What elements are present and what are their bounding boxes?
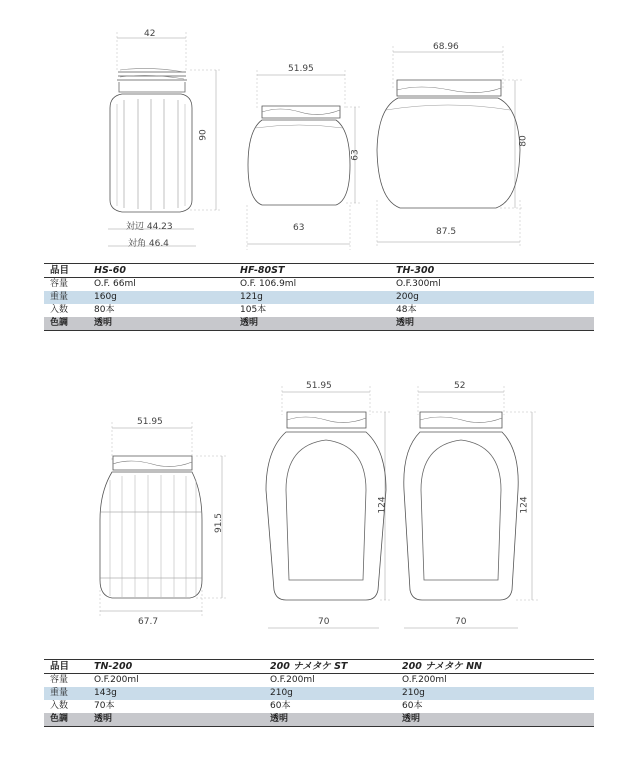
color-nametake-st: 透明 — [264, 713, 396, 727]
tn200-width-dimension: 67.7 — [138, 617, 159, 627]
color-hf80st: 透明 — [234, 317, 390, 331]
tn200-height-dimension: 91.5 — [214, 512, 225, 534]
capacity-hf80st: O.F. 106.9ml — [240, 279, 297, 289]
label-item: 品目 — [44, 264, 88, 278]
spec-table-1 — [44, 263, 594, 331]
qty-nametake-nn: 60本 — [402, 701, 423, 711]
color-th300: 透明 — [390, 317, 594, 331]
spec-row-color — [44, 713, 594, 727]
label-capacity: 容量 — [50, 279, 69, 289]
hf80st-top-dimension: 51.95 — [288, 64, 314, 74]
product-name-nametake-st: 200 ナメタケ ST — [264, 660, 396, 674]
nametake-nn-top-dimension: 52 — [454, 381, 466, 391]
label-weight: 重量 — [44, 291, 88, 304]
hs60-top-dimension: 42 — [144, 29, 156, 39]
weight-hf80st: 121g — [234, 291, 390, 304]
qty-hs60: 80本 — [94, 305, 115, 315]
th300-height-dimension: 80 — [518, 135, 529, 147]
nametake-nn-jar-drawing — [404, 386, 538, 628]
weight-hs60: 160g — [88, 291, 234, 304]
product-name-hf80st: HF-80ST — [234, 264, 390, 278]
nametake-nn-height-dimension: 124 — [519, 496, 530, 514]
weight-th300: 200g — [390, 291, 594, 304]
label-capacity: 容量 — [50, 675, 69, 685]
hs60-height-dimension: 90 — [198, 129, 209, 141]
product-name-nametake-nn: 200 ナメタケ NN — [396, 660, 594, 674]
spec-table-2 — [44, 659, 594, 727]
hf80st-jar-drawing — [247, 70, 362, 250]
spec-row-capacity — [44, 278, 594, 292]
label-quantity: 入数 — [50, 305, 69, 315]
color-hs60: 透明 — [88, 317, 234, 331]
color-tn200: 透明 — [88, 713, 264, 727]
weight-nametake-nn: 210g — [396, 687, 594, 700]
label-weight: 重量 — [44, 687, 88, 700]
nametake-st-height-dimension: 124 — [377, 496, 388, 514]
tn200-jar-drawing — [100, 422, 228, 618]
spec-row-quantity — [44, 700, 594, 713]
spec-row-name — [44, 264, 594, 278]
spec-row-weight — [44, 687, 594, 700]
spec-row-color — [44, 317, 594, 331]
capacity-th300: O.F.300ml — [396, 279, 441, 289]
spec-row-name — [44, 660, 594, 674]
qty-th300: 48本 — [396, 305, 417, 315]
capacity-tn200: O.F.200ml — [94, 675, 139, 685]
th300-width-dimension: 87.5 — [436, 227, 457, 237]
spec-row-capacity — [44, 674, 594, 688]
spec-row-weight — [44, 291, 594, 304]
qty-nametake-st: 60本 — [270, 701, 291, 711]
capacity-nametake-st: O.F.200ml — [270, 675, 315, 685]
qty-hf80st: 105本 — [240, 305, 267, 315]
product-name-tn200: TN-200 — [88, 660, 264, 674]
label-color: 色調 — [44, 713, 88, 727]
nametake-st-top-dimension: 51.95 — [306, 381, 332, 391]
label-item: 品目 — [44, 660, 88, 674]
label-color: 色調 — [44, 317, 88, 331]
hf80st-height-dimension: 63 — [350, 149, 361, 161]
spec-row-quantity — [44, 304, 594, 317]
capacity-hs60: O.F. 66ml — [94, 279, 136, 289]
hs60-across-flats-dimension: 対辺 44.23 — [126, 222, 173, 232]
nametake-st-jar-drawing — [266, 386, 392, 628]
th300-top-dimension: 68.96 — [433, 42, 459, 52]
th300-jar-drawing — [377, 46, 522, 248]
weight-tn200: 143g — [88, 687, 264, 700]
nametake-st-width-dimension: 70 — [318, 617, 330, 627]
color-nametake-nn: 透明 — [396, 713, 594, 727]
product-name-th300: TH-300 — [390, 264, 594, 278]
product-name-hs60: HS-60 — [88, 264, 234, 278]
qty-tn200: 70本 — [94, 701, 115, 711]
capacity-nametake-nn: O.F.200ml — [402, 675, 447, 685]
hf80st-width-dimension: 63 — [293, 223, 305, 233]
hs60-across-corners-dimension: 対角 46.4 — [128, 239, 169, 249]
label-quantity: 入数 — [50, 701, 69, 711]
tn200-top-dimension: 51.95 — [137, 417, 163, 427]
weight-nametake-st: 210g — [264, 687, 396, 700]
nametake-nn-width-dimension: 70 — [455, 617, 467, 627]
